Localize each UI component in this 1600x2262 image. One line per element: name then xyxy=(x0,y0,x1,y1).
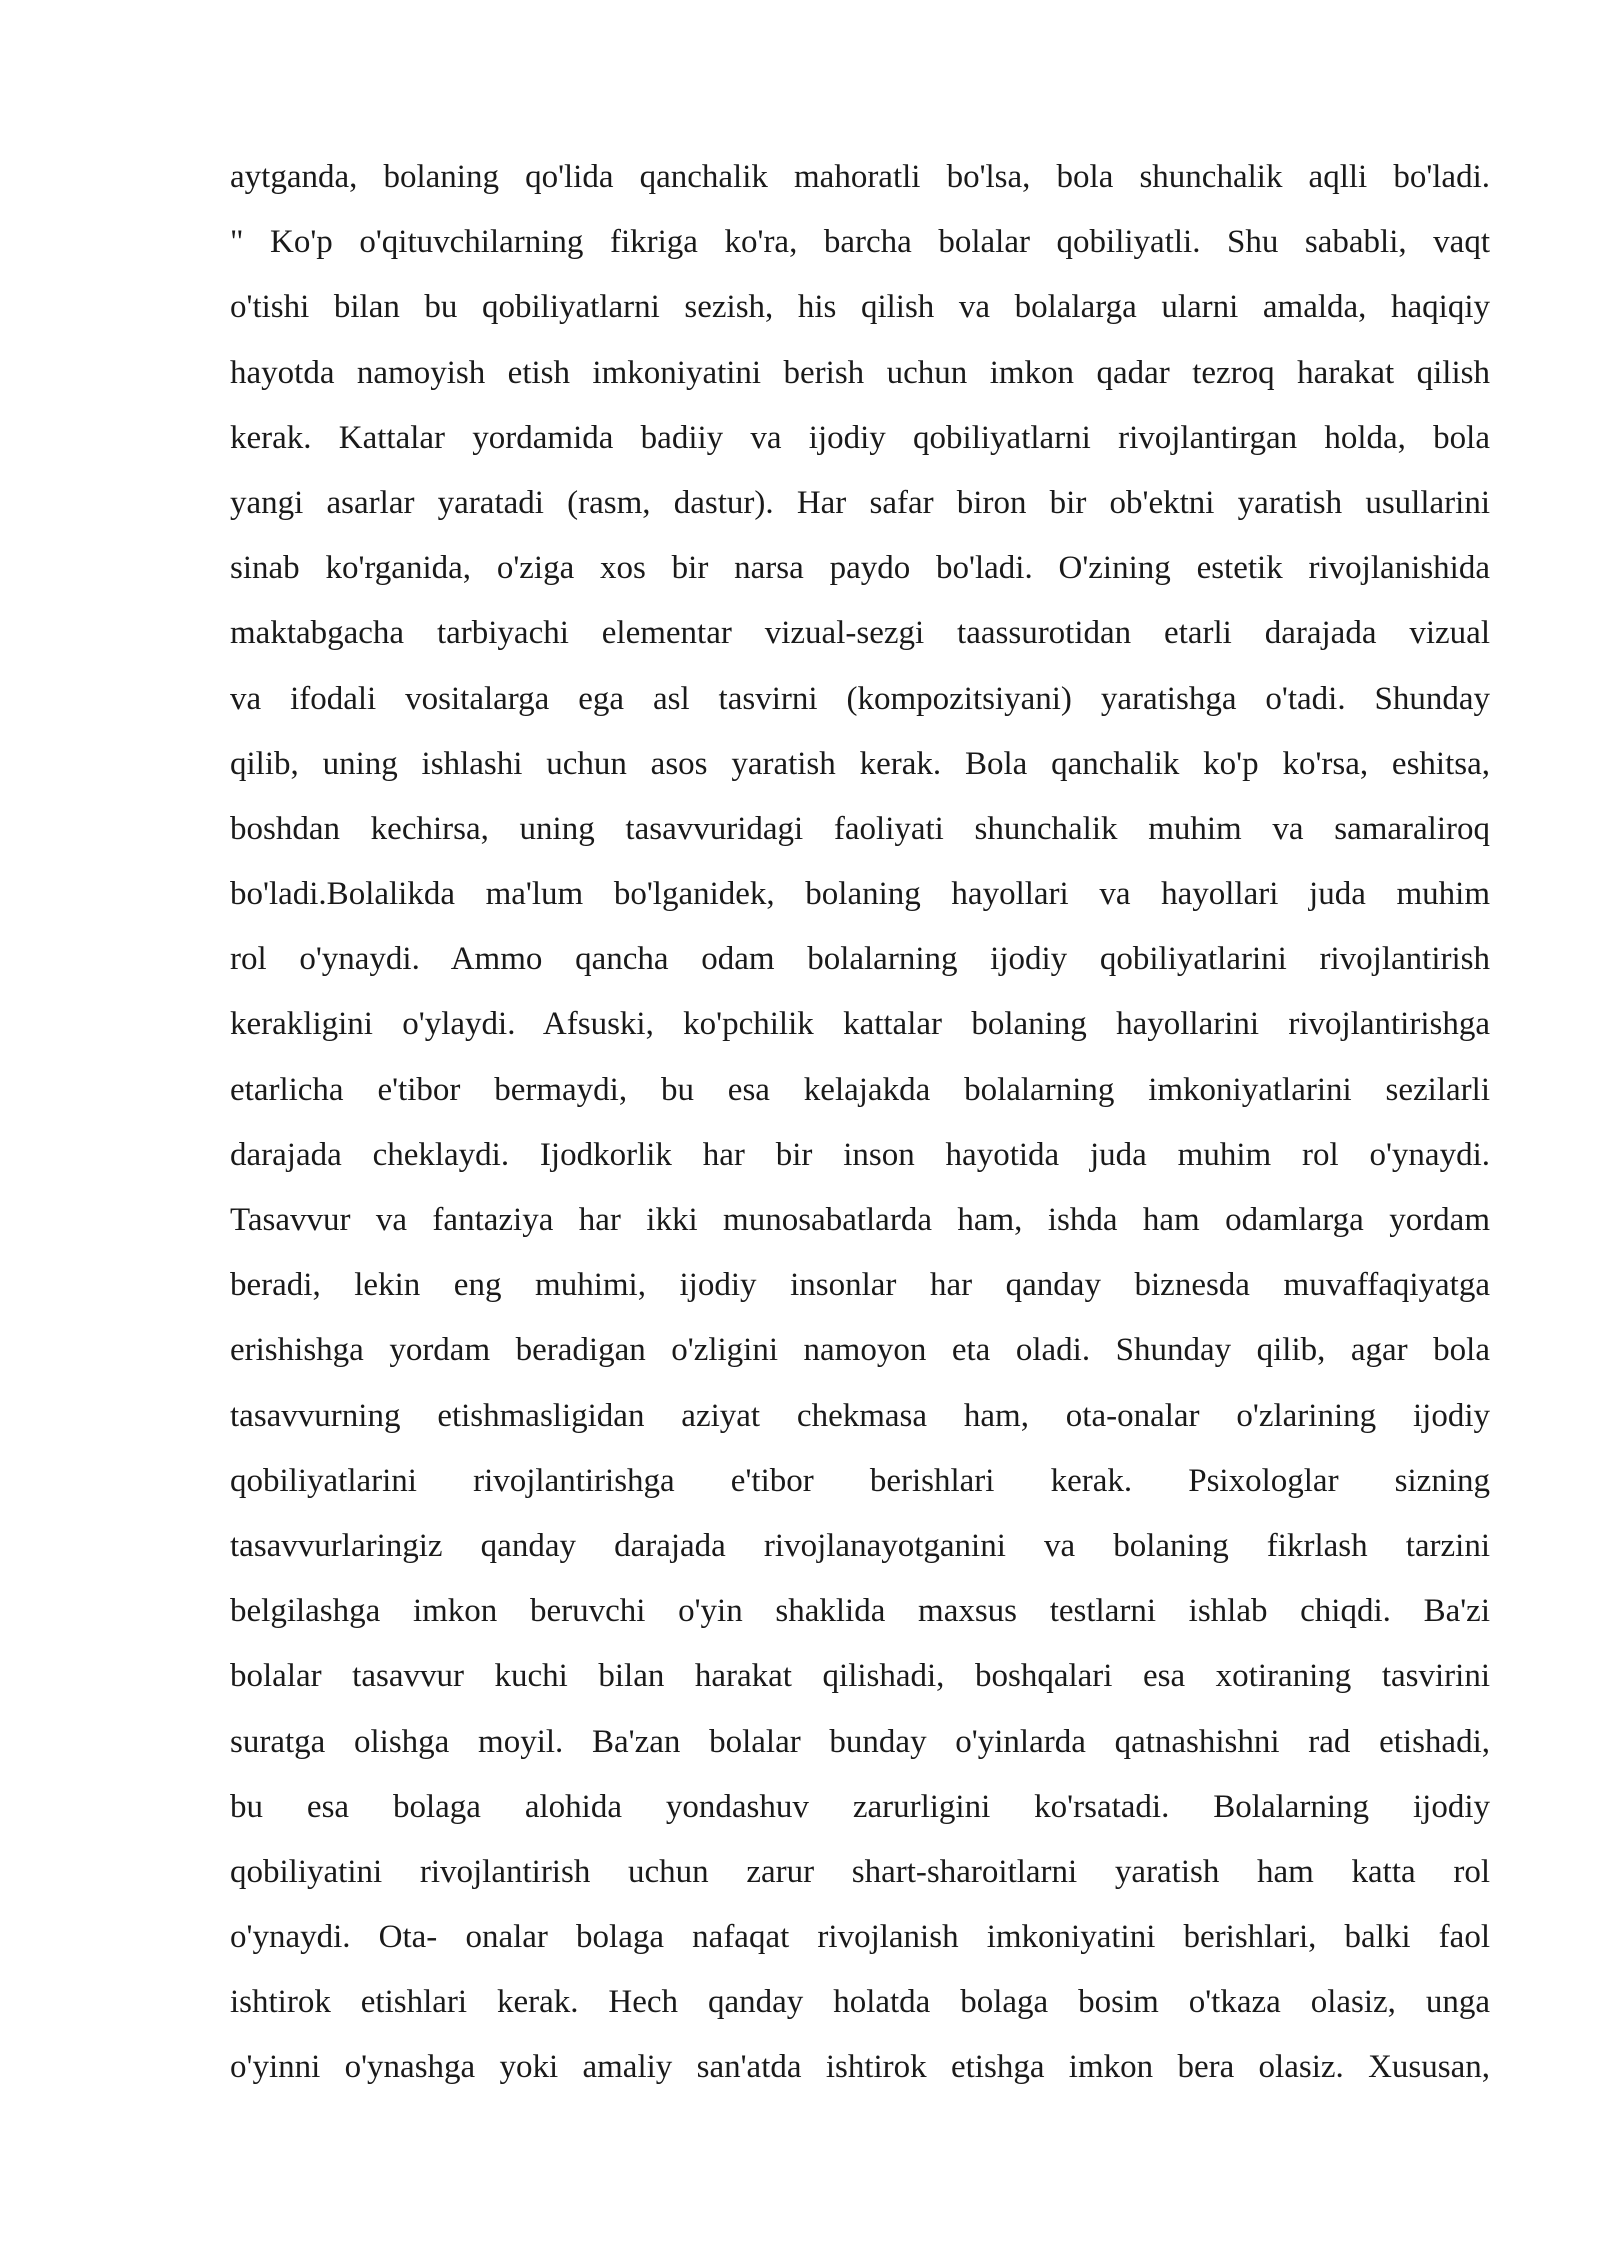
text-line-27: qobiliyatini rivojlantirish uchun zarur shart-sharoitlarni yaratish ham katta rol xyxy=(230,1853,1490,1890)
text-line-10: qilib, uning ishlashi uchun asos yaratish kerak. Bola qanchalik ko'p ko'rsa, eshitsa, xyxy=(230,745,1490,782)
text-line-6: yangi asarlar yaratadi (rasm, dastur). Har safar biron bir ob'ektni yaratish usullarini xyxy=(230,484,1490,521)
text-line-17: Tasavvur va fantaziya har ikki munosabatlarda ham, ishda ham odamlarga yordam xyxy=(230,1202,1490,1238)
text-line-8: maktabgacha tarbiyachi elementar vizual-sezgi taassurotidan etarli darajada vizual xyxy=(230,615,1490,652)
text-line-23: belgilashga imkon beruvchi o'yin shaklida maxsus testlarni ishlab chiqdi. Ba'zi xyxy=(230,1593,1490,1630)
text-line-11: boshdan kechirsa, uning tasavvuridagi faoliyati shunchalik muhim va samaraliroq xyxy=(230,810,1490,847)
text-line-2: " Ko'p o'qituvchilarning fikriga ko'ra, barcha bolalar qobiliyatli. Shu sababli, vaqt xyxy=(230,224,1490,261)
text-line-5: kerak. Kattalar yordamida badiiy va ijodiy qobiliyatlarni rivojlantirgan holda, bola xyxy=(230,419,1490,456)
text-line-16: darajada cheklaydi. Ijodkorlik har bir inson hayotida juda muhim rol o'ynaydi. xyxy=(230,1136,1490,1173)
text-line-7: sinab ko'rganida, o'ziga xos bir narsa paydo bo'ladi. O'zining estetik rivojlanishida xyxy=(230,550,1490,587)
text-line-1: aytganda, bolaning qo'lida qanchalik mahoratli bo'lsa, bola shunchalik aqlli bo'ladi. xyxy=(230,159,1490,195)
text-line-12: bo'ladi.Bolalikda ma'lum bo'lganidek, bolaning hayollari va hayollari juda muhim xyxy=(230,876,1490,913)
text-line-9: va ifodali vositalarga ega asl tasvirni (kompozitsiyani) yaratishga o'tadi. Shunday xyxy=(230,680,1490,717)
text-line-24: bolalar tasavvur kuchi bilan harakat qilishadi, boshqalari esa xotiraning tasvirini xyxy=(230,1658,1490,1695)
text-line-28: o'ynaydi. Ota- onalar bolaga nafaqat rivojlanish imkoniyatini berishlari, balki faol xyxy=(230,1919,1490,1956)
text-line-21: qobiliyatlarini rivojlantirishga e'tibor berishlari kerak. Psixologlar sizning xyxy=(230,1462,1490,1499)
text-line-3: o'tishi bilan bu qobiliyatlarni sezish, his qilish va bolalarga ularni amalda, haqiqiy xyxy=(230,289,1490,326)
text-line-14: kerakligini o'ylaydi. Afsuski, ko'pchilik kattalar bolaning hayollarini rivojlantirishga xyxy=(230,1006,1490,1043)
text-line-15: etarlicha e'tibor bermaydi, bu esa kelajakda bolalarning imkoniyatlarini sezilarli xyxy=(230,1071,1490,1108)
text-line-25: suratga olishga moyil. Ba'zan bolalar bunday o'yinlarda qatnashishni rad etishadi, xyxy=(230,1723,1490,1760)
text-line-19: erishishga yordam beradigan o'zligini namoyon eta oladi. Shunday qilib, agar bola xyxy=(230,1332,1490,1369)
text-line-18: beradi, lekin eng muhimi, ijodiy insonlar har qanday biznesda muvaffaqiyatga xyxy=(230,1267,1490,1304)
text-line-13: rol o'ynaydi. Ammo qancha odam bolalarning ijodiy qobiliyatlarini rivojlantirish xyxy=(230,941,1490,978)
text-line-26: bu esa bolaga alohida yondashuv zarurligini ko'rsatadi. Bolalarning ijodiy xyxy=(230,1788,1490,1825)
text-line-22: tasavvurlaringiz qanday darajada rivojlanayotganini va bolaning fikrlash tarzini xyxy=(230,1527,1490,1564)
text-line-20: tasavvurning etishmasligidan aziyat chekmasa ham, ota-onalar o'zlarining ijodiy xyxy=(230,1397,1490,1434)
text-line-30: o'yinni o'ynashga yoki amaliy san'atda ishtirok etishga imkon bera olasiz. Xususan, xyxy=(230,2049,1490,2086)
text-line-4: hayotda namoyish etish imkoniyatini berish uchun imkon qadar tezroq harakat qilish xyxy=(230,354,1490,391)
body-text xyxy=(230,148,1490,2104)
text-line-29: ishtirok etishlari kerak. Hech qanday holatda bolaga bosim o'tkaza olasiz, unga xyxy=(230,1984,1490,2021)
